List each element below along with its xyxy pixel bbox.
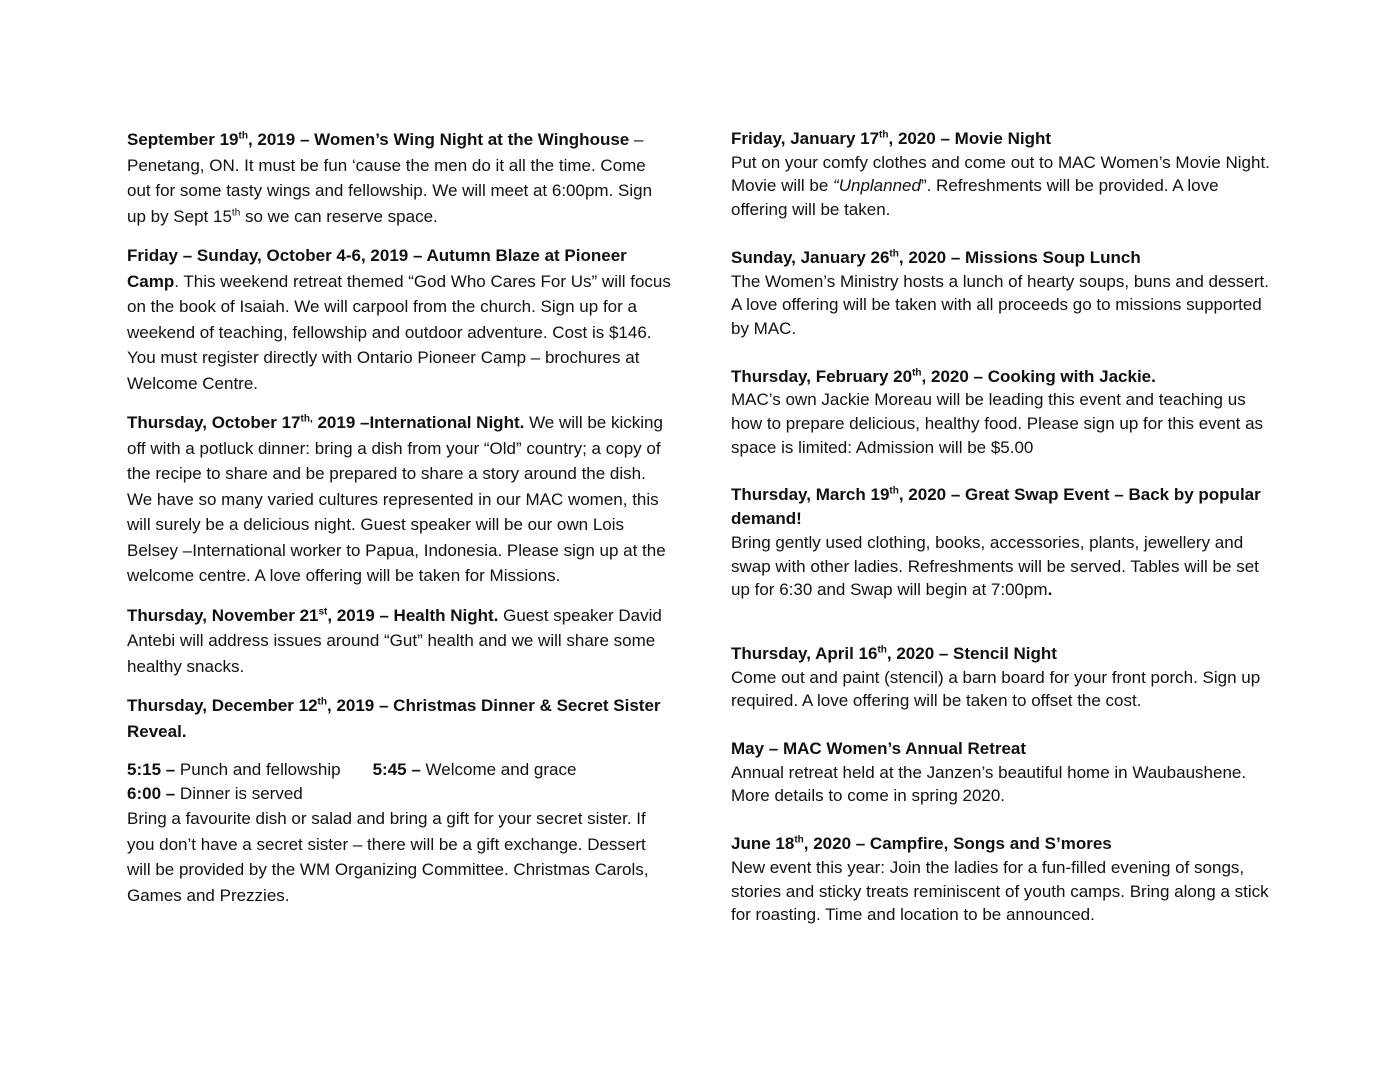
event-christmas-dinner-title: Thursday, December 12th, 2019 – Christmas Dinner & Secret Sister Reveal. (127, 696, 661, 741)
event-annual-retreat (731, 737, 1276, 808)
schedule-item: 6:00 – Dinner is served (127, 784, 303, 803)
event-body: Come out and paint (stencil) a barn board for your front porch. Sign up required. A love offering will be taken to offset the cost. (731, 667, 1261, 711)
event-body: Bring gently used clothing, books, accessories, plants, jewellery and swap with other ladies. Refreshments will be served. Tables will be set up for 6:30 and Swap will begin at 7:00pm. (731, 532, 1259, 600)
event-wing-night: September 19th, 2019 – Women’s Wing Night at the Winghouse – Penetang, ON. It must be fun ‘cause the men do it all the time. Come out for some tasty wings and fellowship. We will meet at 6:00pm. Sign up by Sept 15th so we can reserve space. (127, 130, 653, 226)
event-international-night (127, 410, 672, 589)
event-health-night (127, 603, 672, 680)
event-title: Friday – Sunday, October 4-6, 2019 – Autumn Blaze at Pioneer Camp (127, 246, 627, 291)
event-body: Put on your comfy clothes and come out to MAC Women’s Movie Night. Movie will be “Unplanned”. Refreshments will be provided. A love offering will be taken. (731, 152, 1270, 220)
schedule-item: 5:45 – Welcome and grace (372, 760, 577, 779)
event-title: Thursday, March 19th, 2020 – Great Swap Event – Back by popular demand! (731, 485, 1261, 529)
event-title: Thursday, October $17^{th,}$ 2019 –International Night. (127, 413, 525, 432)
event-title: Thursday, February 20th, 2020 – Cooking with Jackie. (731, 366, 1156, 386)
event-body: New event this year: Join the ladies for a fun-filled evening of songs, stories and sticky treats reminiscent of youth camps. Bring along a stick for roasting. Time and location to be announced. (731, 857, 1269, 925)
event-body: We will be kicking off with a potluck dinner: bring a dish from your “Old” country; a copy of the recipe to share and be prepared to share a story around the dish. We have so many varied cultures represented in our MAC women, this will surely be a delicious night. Guest speaker will be our own Lois Belsey –International worker to Papua, Indonesia. Please sign up at the welcome centre. A love offering will be taken for Missions. (127, 413, 666, 585)
event-title: Thursday, April 16th, 2020 – Stencil Night (731, 643, 1057, 663)
event-autumn-blaze (127, 243, 672, 396)
event-body: Guest speaker David Antebi will address issues around “Gut” health and we will share some healthy snacks. (127, 605, 662, 676)
event-title: Sunday, January 26th, 2020 – Missions Soup Lunch (731, 247, 1141, 267)
christmas-schedule (127, 758, 672, 806)
left-column (127, 127, 672, 908)
event-movie-night (731, 127, 1276, 222)
right-column (731, 127, 1276, 927)
event-body: Annual retreat held at the Janzen’s beautiful home in Waubaushene. More details to come in spring 2020. (731, 762, 1247, 806)
schedule-item: 5:15 – Punch and fellowship (127, 760, 341, 779)
event-cooking-with-jackie (731, 365, 1276, 460)
event-christmas-dinner-body: Bring a favourite dish or salad and bring a gift for your secret sister. If you don’t have a secret sister – there will be a gift exchange. Dessert will be provided by the WM Organizing Committee. Christmas Carols, Games and Prezzies. (127, 809, 649, 905)
event-soup-lunch (731, 246, 1276, 341)
event-title: May – MAC Women’s Annual Retreat (731, 739, 1027, 759)
event-body: The Women’s Ministry hosts a lunch of hearty soups, buns and dessert. A love offering will be taken with all proceeds go to missions supported by MAC. (731, 271, 1269, 338)
event-body: . This weekend retreat themed “God Who Cares For Us” will focus on the book of Isaiah. We will carpool from the church. Sign up for a weekend of teaching, fellowship and outdoor adventure. Cost is $146. You must register directly with Ontario Pioneer Camp – brochures at Welcome Centre. (127, 271, 671, 393)
event-body: MAC’s own Jackie Moreau will be leading this event and teaching us how to prepare delicious, healthy food. Please sign up for this event as space is limited: Admission will be $5.00 (731, 390, 1264, 457)
event-campfire (731, 832, 1276, 927)
event-stencil-night (731, 642, 1276, 713)
event-title: Thursday, November 21st, 2019 – Health Night. (127, 605, 499, 625)
event-body: – Penetang, ON. It must be fun ‘cause the men do it all the time. Come out for some tasty wings and fellowship. We will meet at 6:00pm. Sign up by Sept 15 (127, 130, 653, 226)
event-great-swap (731, 483, 1276, 602)
event-title: Friday, January 17th, 2020 – Movie Night (731, 129, 1051, 148)
event-title: September 19th, 2019 – Women’s Wing Night at the Winghouse (127, 130, 630, 149)
event-title: June 18th, 2020 – Campfire, Songs and S’mores (731, 834, 1112, 854)
schedule-row (127, 758, 672, 782)
